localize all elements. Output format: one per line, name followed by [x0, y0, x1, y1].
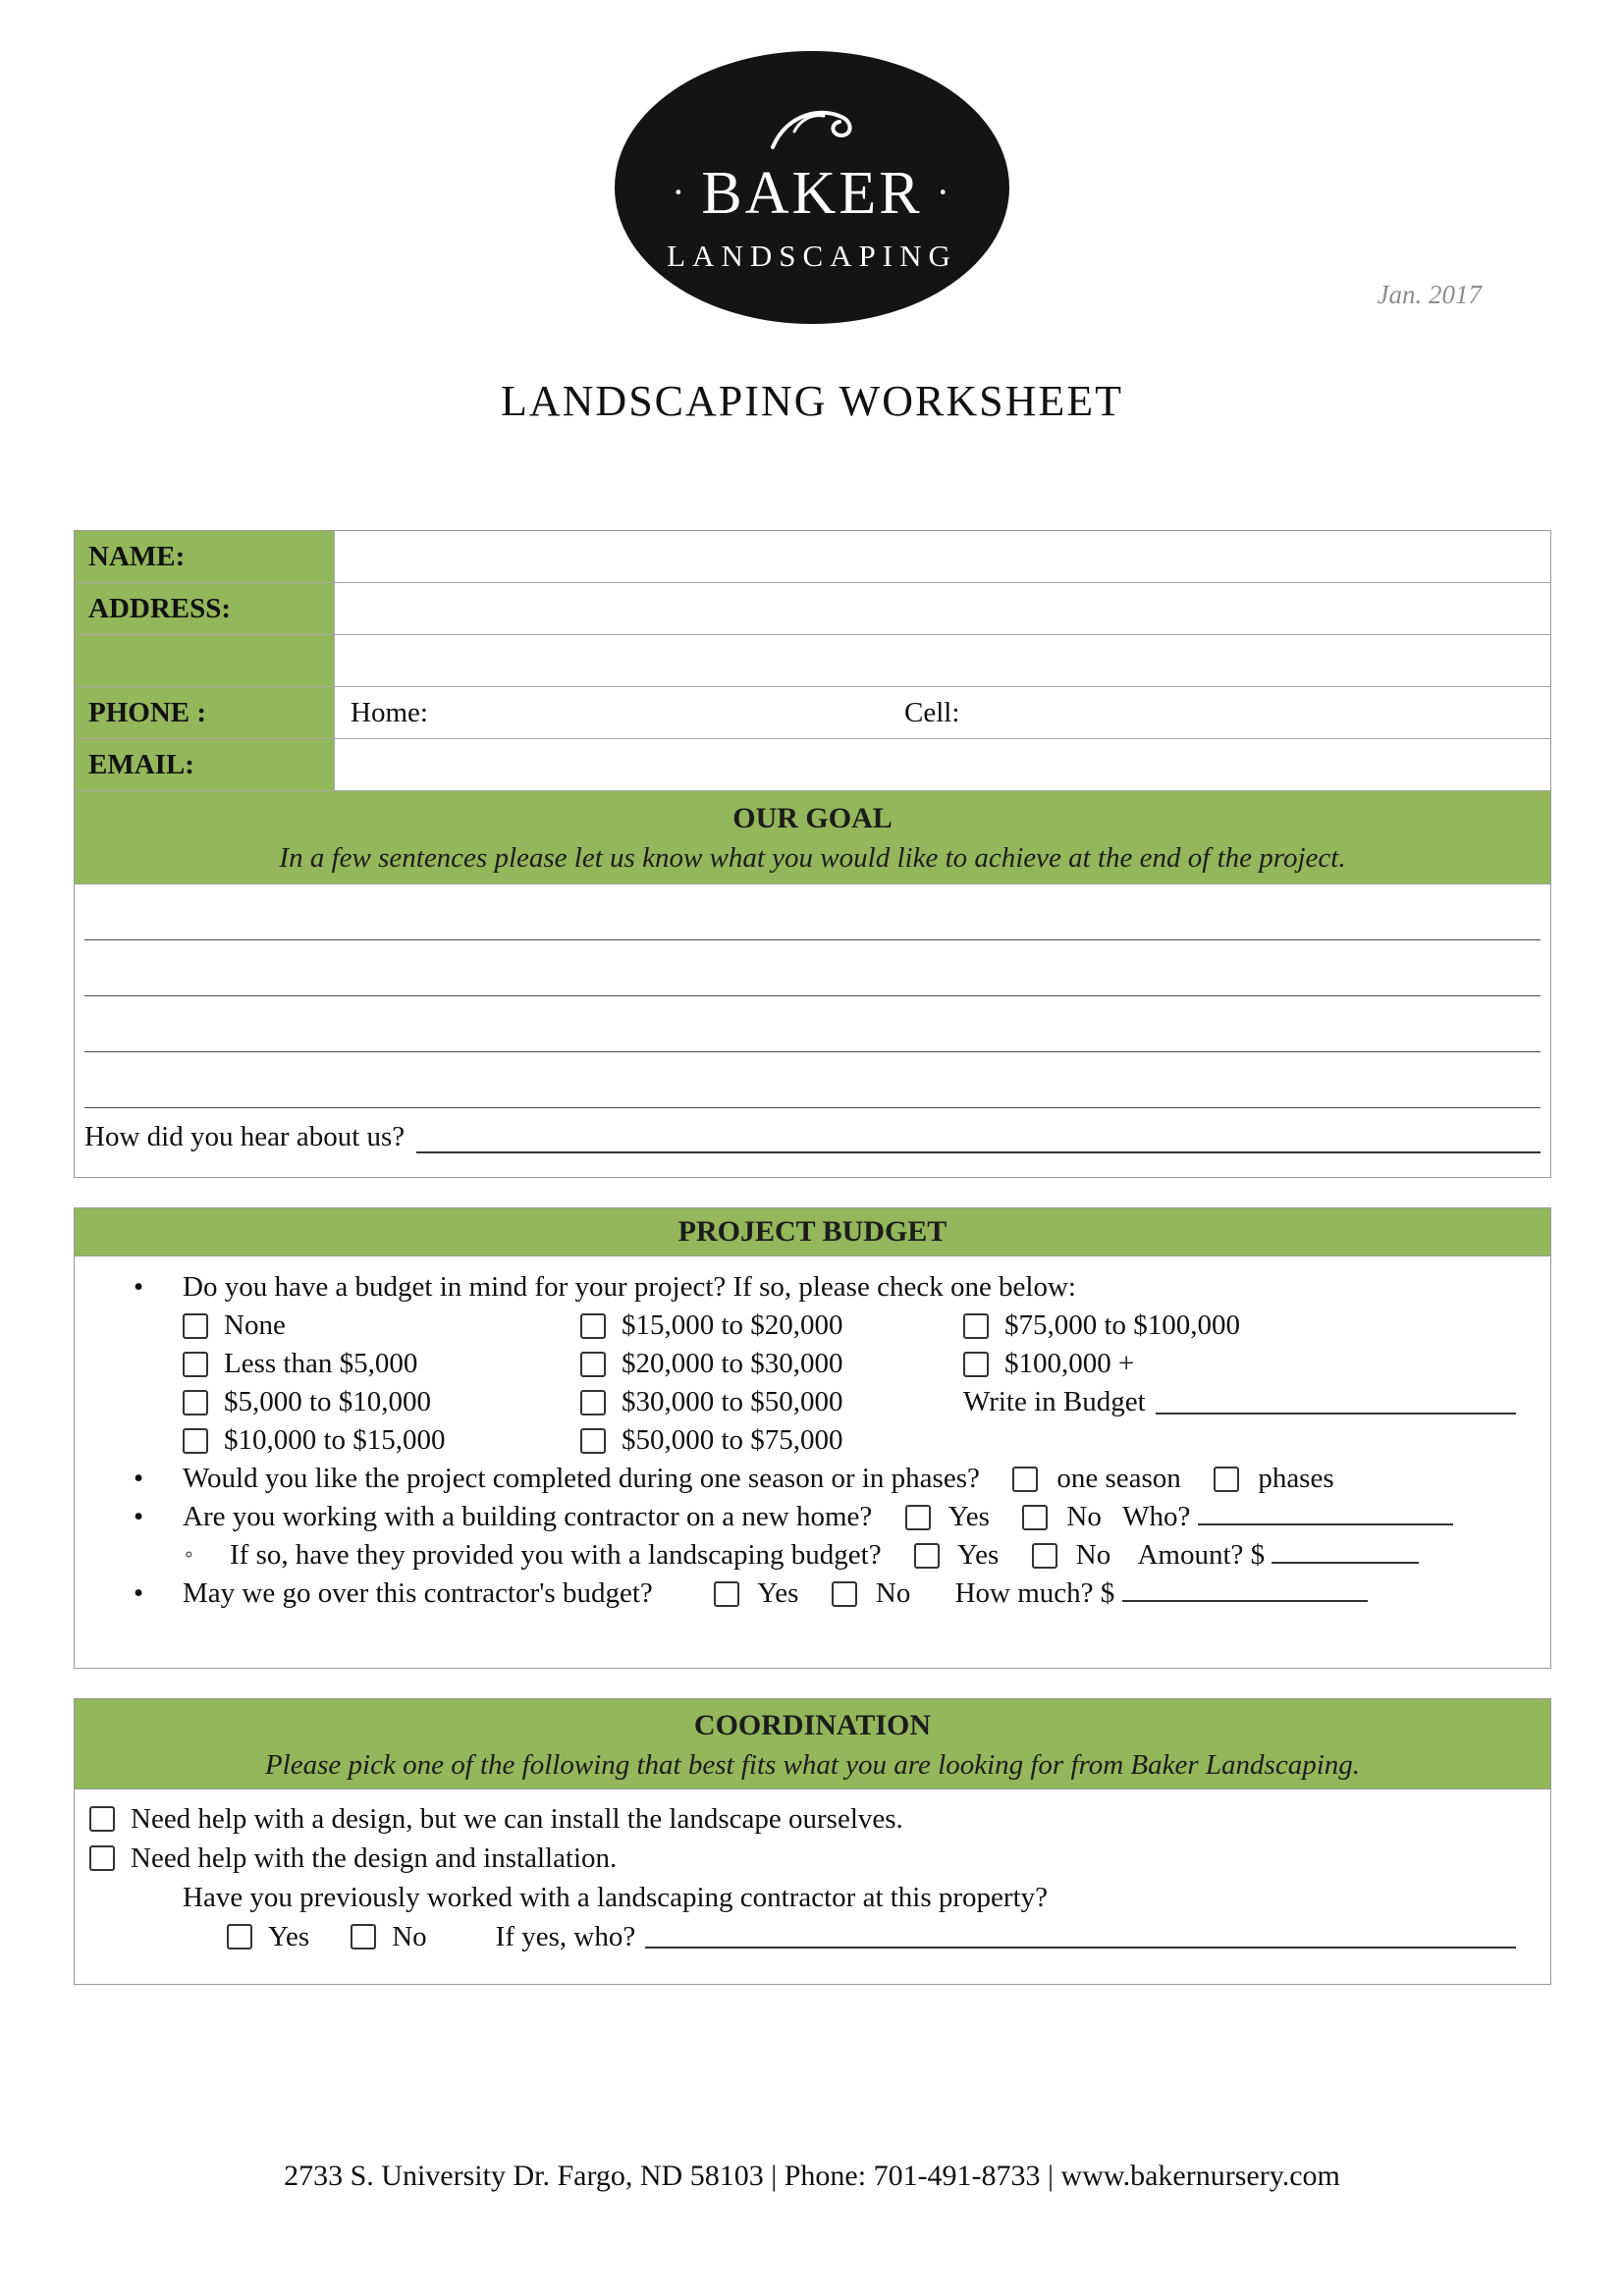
- budget-options-row-1: [75, 1307, 1550, 1345]
- coordination-subtitle: Please pick one of the following that best fits what you are looking for from Baker Landscaping.: [264, 1749, 1361, 1781]
- less-5k-checkbox[interactable]: [183, 1352, 208, 1377]
- coordination-option-2: [75, 1839, 1550, 1878]
- contractor-no-checkbox[interactable]: [1022, 1505, 1048, 1530]
- logo-dot-left: ·: [672, 169, 688, 214]
- logo-name: [672, 159, 952, 229]
- email-row: [75, 739, 1550, 791]
- coordination-content: [75, 1789, 1550, 1956]
- phone-label: PHONE :: [75, 687, 335, 738]
- write-in-budget-input-line[interactable]: [1156, 1411, 1516, 1415]
- name-row: [75, 531, 1550, 583]
- option-100k-plus: [963, 1345, 1516, 1383]
- 10k-15k-label: $10,000 to $15,000: [224, 1424, 446, 1456]
- how-much-input-line[interactable]: [1122, 1578, 1368, 1602]
- 30k-50k-checkbox[interactable]: [580, 1390, 606, 1415]
- address-row-2: [75, 635, 1550, 687]
- 100k-plus-label: $100,000 +: [1004, 1348, 1135, 1379]
- previous-contractor-answer-row: [75, 1917, 1550, 1956]
- phases-label: phases: [1258, 1463, 1334, 1494]
- coordination-section: [74, 1698, 1551, 1985]
- design-and-install-checkbox[interactable]: [89, 1845, 115, 1871]
- page-title: LANDSCAPING WORKSHEET: [501, 377, 1123, 425]
- project-budget-section: [74, 1207, 1551, 1669]
- landscaping-budget-yes-label: Yes: [957, 1539, 1000, 1571]
- previous-yes-label: Yes: [268, 1921, 310, 1952]
- 75k-100k-checkbox[interactable]: [963, 1313, 989, 1339]
- footer-contact-info: 2733 S. University Dr. Fargo, ND 58103 | Phone: 701-491-8733 | www.bakernursery.com: [284, 2160, 1340, 2192]
- goal-banner: [75, 791, 1550, 884]
- goal-writing-area: [84, 884, 1541, 1108]
- 30k-50k-label: $30,000 to $50,000: [622, 1386, 843, 1417]
- goal-writing-line-2[interactable]: [84, 940, 1541, 996]
- design-only-checkbox[interactable]: [89, 1806, 115, 1832]
- contractor-no-label: No: [1066, 1501, 1102, 1532]
- logo-landscaping-text: LANDSCAPING: [667, 238, 957, 273]
- budget-question-4: [75, 1575, 1550, 1613]
- date-label: Jan. 2017: [1377, 280, 1482, 309]
- if-yes-who-input-line[interactable]: [645, 1945, 1516, 1949]
- goal-title: OUR GOAL: [732, 802, 893, 834]
- previous-contractor-question: [75, 1878, 1550, 1917]
- hear-about-input-line[interactable]: [416, 1149, 1541, 1153]
- budget-question-3-text: Are you working with a building contractor on a new home?: [183, 1501, 873, 1532]
- contractor-who-input-line[interactable]: [1198, 1502, 1453, 1525]
- go-over-no-label: No: [875, 1577, 911, 1609]
- write-in-budget: [963, 1383, 1516, 1421]
- 15k-20k-checkbox[interactable]: [580, 1313, 606, 1339]
- design-and-install-label: Need help with the design and installation.: [131, 1842, 618, 1874]
- 100k-plus-checkbox[interactable]: [963, 1352, 989, 1377]
- budget-question-3-sub-text: If so, have they provided you with a landscaping budget?: [230, 1539, 882, 1571]
- 20k-30k-checkbox[interactable]: [580, 1352, 606, 1377]
- coordination-option-1: [75, 1799, 1550, 1839]
- none-label: None: [224, 1309, 286, 1341]
- logo-baker-text: BAKER: [701, 159, 923, 227]
- option-15k-20k: [580, 1307, 963, 1345]
- 50k-75k-label: $50,000 to $75,000: [622, 1424, 843, 1456]
- budget-options-row-4: [75, 1421, 1550, 1460]
- hear-about-row: [84, 1108, 1541, 1169]
- if-yes-who-label: If yes, who?: [495, 1921, 636, 1952]
- write-in-budget-label: Write in Budget: [963, 1386, 1146, 1417]
- landscaping-budget-no-label: No: [1075, 1539, 1111, 1571]
- budget-options-row-3: [75, 1383, 1550, 1421]
- phone-input-cell[interactable]: [335, 687, 1550, 738]
- option-less-5k: [183, 1345, 580, 1383]
- budget-question-1: [75, 1268, 1550, 1307]
- one-season-label: one season: [1056, 1463, 1181, 1494]
- address-input-cell-2[interactable]: [335, 635, 1550, 686]
- flourish-icon: [765, 102, 859, 153]
- phases-checkbox[interactable]: [1214, 1467, 1239, 1492]
- budget-banner: [75, 1208, 1550, 1256]
- previous-no-label: No: [392, 1921, 427, 1952]
- budget-options-row-2: [75, 1345, 1550, 1383]
- home-phone-label: Home:: [351, 696, 428, 728]
- option-20k-30k: [580, 1345, 963, 1383]
- phone-row: [75, 687, 1550, 739]
- 50k-75k-checkbox[interactable]: [580, 1428, 606, 1454]
- landscaping-budget-yes-checkbox[interactable]: [914, 1543, 940, 1569]
- none-checkbox[interactable]: [183, 1313, 208, 1339]
- hear-about-label: How did you hear about us?: [84, 1121, 406, 1152]
- budget-question-3-sub: [75, 1536, 1550, 1575]
- 5k-10k-label: $5,000 to $10,000: [224, 1386, 432, 1417]
- goal-writing-line-1[interactable]: [84, 884, 1541, 940]
- address-label-blank: [75, 635, 335, 686]
- option-50k-75k: [580, 1421, 963, 1460]
- name-label: NAME:: [75, 531, 335, 582]
- contractor-yes-label: Yes: [947, 1501, 990, 1532]
- email-input-cell[interactable]: [335, 739, 1550, 790]
- landscaping-budget-no-checkbox[interactable]: [1032, 1543, 1057, 1569]
- 10k-15k-checkbox[interactable]: [183, 1428, 208, 1454]
- option-75k-100k: [963, 1307, 1516, 1345]
- cell-phone-label: Cell:: [904, 696, 960, 728]
- option-5k-10k: [183, 1383, 580, 1421]
- less-5k-label: Less than $5,000: [224, 1348, 418, 1379]
- option-30k-50k: [580, 1383, 963, 1421]
- name-input-cell[interactable]: [335, 531, 1550, 582]
- coordination-title: COORDINATION: [693, 1709, 932, 1741]
- address-label: ADDRESS:: [75, 583, 335, 634]
- baker-landscaping-logo: [615, 51, 1009, 324]
- how-much-label: How much? $: [954, 1577, 1115, 1609]
- go-over-yes-label: Yes: [757, 1577, 799, 1609]
- 5k-10k-checkbox[interactable]: [183, 1390, 208, 1415]
- coordination-banner: [75, 1699, 1550, 1789]
- one-season-checkbox[interactable]: [1012, 1467, 1038, 1492]
- budget-title: PROJECT BUDGET: [677, 1215, 947, 1248]
- budget-question-1-text: Do you have a budget in mind for your project? If so, please check one below:: [183, 1271, 1076, 1303]
- goal-writing-line-3[interactable]: [84, 996, 1541, 1052]
- 20k-30k-label: $20,000 to $30,000: [622, 1348, 843, 1379]
- logo-dot-right: ·: [936, 169, 952, 214]
- budget-question-2: [75, 1460, 1550, 1498]
- option-10k-15k: [183, 1421, 580, 1460]
- budget-question-3: [75, 1498, 1550, 1536]
- goal-writing-line-4[interactable]: [84, 1052, 1541, 1108]
- address-input-cell[interactable]: [335, 583, 1550, 634]
- contractor-yes-checkbox[interactable]: [905, 1505, 931, 1530]
- budget-question-2-text: Would you like the project completed during one season or in phases?: [183, 1463, 980, 1494]
- email-label: EMAIL:: [75, 739, 335, 790]
- option-none: [183, 1307, 580, 1345]
- design-only-label: Need help with a design, but we can install the landscape ourselves.: [131, 1803, 903, 1835]
- previous-contractor-question-text: Have you previously worked with a landscaping contractor at this property?: [183, 1882, 1049, 1913]
- amount-input-line[interactable]: [1272, 1540, 1419, 1564]
- 15k-20k-label: $15,000 to $20,000: [622, 1309, 843, 1341]
- contact-goal-section: [74, 530, 1551, 1178]
- 75k-100k-label: $75,000 to $100,000: [1004, 1309, 1241, 1341]
- previous-no-checkbox[interactable]: [351, 1924, 376, 1949]
- budget-content: [75, 1256, 1550, 1613]
- address-row: [75, 583, 1550, 635]
- contractor-who-label: Who?: [1122, 1501, 1191, 1532]
- amount-label: Amount? $: [1137, 1539, 1266, 1571]
- budget-grid-empty-cell: [963, 1421, 1516, 1460]
- go-over-yes-checkbox[interactable]: [714, 1581, 739, 1607]
- budget-question-4-text: May we go over this contractor's budget?: [183, 1577, 653, 1609]
- goal-subtitle: In a few sentences please let us know what you would like to achieve at the end of the project.: [279, 842, 1346, 874]
- go-over-no-checkbox[interactable]: [832, 1581, 857, 1607]
- previous-yes-checkbox[interactable]: [227, 1924, 252, 1949]
